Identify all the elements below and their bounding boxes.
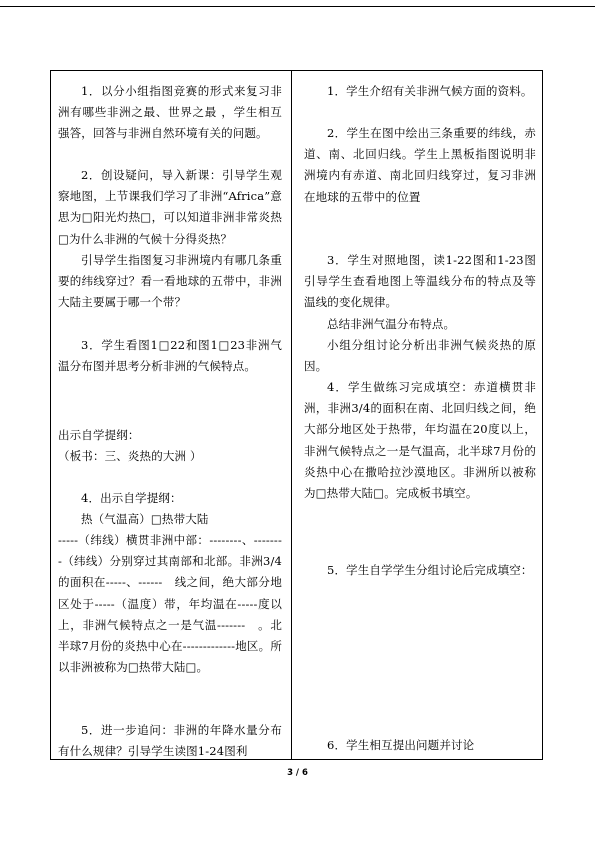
teacher-step-2-guide: 引导学生指图复习非洲境内有哪几条重要的纬线穿过？看一看地球的五带中，非洲大陆主要属于哪一个带？	[58, 253, 282, 310]
blackboard-note: （板书：三、炎热的大洲 ）	[58, 449, 202, 463]
hot-continent-heading: 热（气温高）□热带大陆	[81, 512, 209, 526]
fill-in-exercise: -----（纬线）横贯非洲中部：--------、--------（纬线）分别穿过其南部和北部。非洲3/4的面积在-----、------ 线之间，绝大部分地区处于-----（温度）带，年均温在-----度以上，非洲气候特点之一是气温------- 。北半球7月份的炎热中心在-------------地区。所以非洲被称为□热带大陆□。	[58, 533, 282, 675]
student-activity-column	[292, 70, 543, 760]
teacher-step-1: 1．以分小组指图竞赛的形式来复习非洲有哪些非洲之最、世界之最 ，学生相互强答，回答与非洲自然环境有关的问题。	[58, 84, 282, 141]
student-step-3: 3．学生对照地图，读1-22图和1-23图引导学生查看地图上等温线分布的特点及等温线的变化规律。	[304, 253, 536, 310]
self-study-outline-label: 出示自学提纲：	[58, 428, 140, 442]
student-step-6: 6．学生相互提出问题并讨论	[327, 738, 475, 752]
student-step-2: 2．学生在图中绘出三条重要的纬线，赤道、南、北回归线。学生上黑板指图说明非洲境内有赤道、南北回归线穿过，复习非洲在地球的五带中的位置	[304, 126, 536, 204]
group-discussion: 小组分组讨论分析出非洲气候炎热的原因。	[304, 338, 536, 374]
teacher-activity-column	[50, 70, 291, 760]
header-rule	[0, 6, 595, 7]
page-number: 3 / 6	[287, 768, 308, 778]
student-step-1: 1．学生介绍有关非洲气候方面的资料。	[327, 84, 533, 98]
teacher-step-4: 4．出示自学提纲：	[81, 491, 182, 505]
temperature-summary: 总结非洲气温分布特点。	[327, 317, 456, 331]
teacher-step-2: 2．创设疑问，导入新课：引导学生观察地图，上节课我们学习了非洲“Africa”意思为□阳光灼热□，可以知道非洲非常炎热□为什么非洲的气候十分得炎热？	[58, 168, 282, 246]
student-step-4: 4．学生做练习完成填空：赤道横贯非洲，非洲3/4的面积在南、北回归线之间，绝大部分地区处于热带，年均温在20度以上，非洲气候特点之一是气温高，北半球7月份的炎热中心在撒哈拉沙漠地区。非洲所以被称为□热带大陆□。完成板书填空。	[304, 380, 536, 501]
student-step-5: 5．学生自学学生分组讨论后完成填空：	[327, 563, 533, 577]
teacher-step-3: 3．学生看图1□22和图1□23非洲气温分布图并思考分析非洲的气候特点。	[58, 338, 282, 374]
teacher-step-5: 5．进一步追问：非洲的年降水量分布有什么规律？引导学生读图1-24图利	[58, 723, 282, 759]
